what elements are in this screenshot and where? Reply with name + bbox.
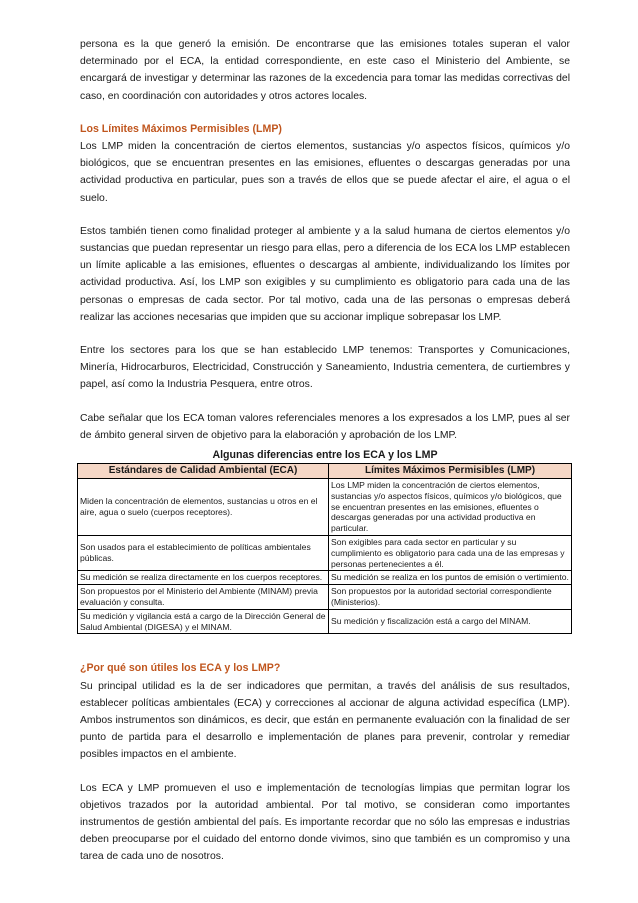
why-paragraph-2: Los ECA y LMP promueven el uso e implementación de tecnologías limpias que permitan lograr los objetivos trazados por la autoridad ambiental. Por tal motivo, se consideran como importantes instrumentos de gestión ambiental del país. Es importante recordar que no sólo las empresas e industrias deben preocuparse por el cuidado del entorno donde vivimos, sino que también es un compromiso y una tarea de cada uno de nosotros. <box>80 782 570 863</box>
table-cell-eca: Su medición y vigilancia está a cargo de la Dirección General de Salud Ambiental (DIGESA) y el MINAM. <box>78 609 329 634</box>
lmp-paragraph-2: Estos también tienen como finalidad proteger al ambiente y a la salud humana de ciertos elementos y/o sustancias que puedan representar un riesgo para ellas, pero a diferencia de los ECA los LMP establecen un límite aplicable a las emisiones, efluentes o descargas al ambiente, individualizando los límites por actividad productiva. Así, los LMP son exigibles y su cumplimiento es obligatorio para cada una de las personas o empresas de cada sector. Por tal motivo, cada una de las personas o empresas deberá realizar las acciones necesarias que impiden que su accionar implique sobrepasar los LMP. <box>80 225 570 323</box>
table-header-row <box>78 464 572 479</box>
table-row <box>78 571 572 585</box>
table-header-eca: Estándares de Calidad Ambiental (ECA) <box>78 464 329 479</box>
why-paragraph-1: Su principal utilidad es la de ser indicadores que permitan, a través del análisis de sus resultados, establecer políticas ambientales (ECA) y correcciones al accionar de alguna actividad específica (LMP). Ambos instrumentos son dinámicos, es decir, que están en permanente evaluación con la finalidad de ser punto de partida para el desarrollo e implementación de planes para prevenir, controlar y remediar posibles impactos en el ambiente. <box>80 680 570 761</box>
table-cell-eca: Son propuestos por el Ministerio del Ambiente (MINAM) previa evaluación y consulta. <box>78 585 329 610</box>
table-cell-lmp: Son exigibles para cada sector en particular y su cumplimiento es obligatorio para cada una de las empresas y personas pertenecientes a él. <box>329 536 572 571</box>
table-cell-eca: Son usados para el establecimiento de políticas ambientales públicas. <box>78 536 329 571</box>
table-row <box>78 536 572 571</box>
table-row <box>78 609 572 634</box>
table-row <box>78 479 572 536</box>
comparison-table <box>77 463 572 634</box>
table-title: Algunas diferencias entre los ECA y los LMP <box>212 449 438 462</box>
lmp-paragraph-3: Entre los sectores para los que se han establecido LMP tenemos: Transportes y Comunicaciones, Minería, Hidrocarburos, Electricidad, Construcción y Saneamiento, Industria cementera, de curtiembres y papel, así como la Industria Pesquera, entre otros. <box>80 345 570 391</box>
table-cell-lmp: Su medición se realiza en los puntos de emisión o vertimiento. <box>329 571 572 585</box>
lmp-paragraph-1: Los LMP miden la concentración de ciertos elementos, sustancias y/o aspectos físicos, químicos y/o biológicos, que se encuentran presentes en las emisiones, efluentes o descargas generadas por una actividad productiva en particular, pues son a través de ellos que se puede afectar el aire, el agua o el suelo. <box>80 141 570 204</box>
table-cell-eca: Su medición se realiza directamente en los cuerpos receptores. <box>78 571 329 585</box>
lmp-paragraph-4: Cabe señalar que los ECA toman valores referenciales menores a los expresados a los LMP, pues al ser de ámbito general sirven de objetivo para la elaboración y aprobación de los LMP. <box>80 412 570 441</box>
table-cell-lmp: Los LMP miden la concentración de ciertos elementos, sustancias y/o aspectos físicos, químicos y/o biológicos, que se encuentran presentes en las emisiones, efluentes o descargas generadas por una actividad productiva en particular. <box>329 479 572 536</box>
table-row <box>78 585 572 610</box>
table-cell-lmp: Su medición y fiscalización está a cargo del MINAM. <box>329 609 572 634</box>
document-body <box>80 36 570 866</box>
why-heading: ¿Por qué son útiles los ECA y los LMP? <box>80 662 281 675</box>
lmp-heading: Los Límites Máximos Permisibles (LMP) <box>80 122 282 135</box>
intro-paragraph: persona es la que generó la emisión. De encontrarse que las emisiones totales superan el valor determinado por el ECA, la entidad correspondiente, en este caso el Ministerio del Ambiente, se encargará de investigar y determinar las razones de la excedencia para tomar las medidas correctivas del caso, en coordinación con autoridades y otros actores locales. <box>80 39 570 102</box>
table-header-lmp: Límites Máximos Permisibles (LMP) <box>329 464 572 479</box>
table-cell-lmp: Son propuestos por la autoridad sectorial correspondiente (Ministerios). <box>329 585 572 610</box>
table-cell-eca: Miden la concentración de elementos, sustancias u otros en el aire, agua o suelo (cuerpos receptores). <box>78 479 329 536</box>
